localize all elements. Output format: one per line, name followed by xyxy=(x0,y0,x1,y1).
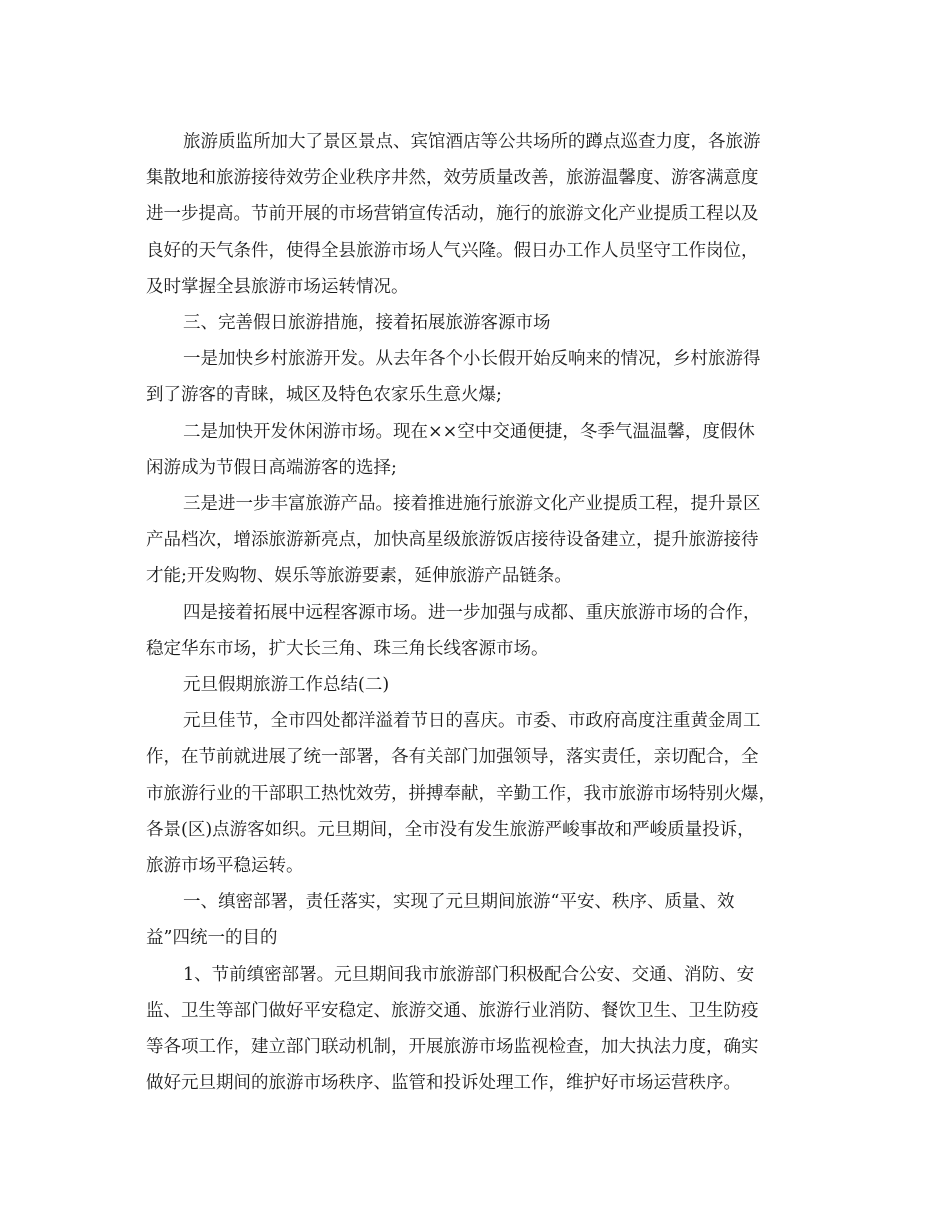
paragraph xyxy=(146,124,810,305)
text-line: 旅游质监所加大了景区景点、宾馆酒店等公共场所的蹲点巡查力度，各旅游 xyxy=(183,132,761,152)
text-line: 各景(区)点游客如织。元旦期间，全市没有发生旅游严峻事故和严峻质量投诉， xyxy=(146,819,755,840)
text-line: 旅游市场平稳运转。 xyxy=(146,856,304,877)
text-line: 做好元旦期间的旅游市场秩序、监管和投诉处理工作，维护好市场运营秩序。 xyxy=(146,1073,741,1094)
paragraph xyxy=(146,414,810,486)
text-line: 四是接着拓展中远程客源市场。进一步加强与成都、重庆旅游市场的合作， xyxy=(183,602,761,623)
text-line: 良好的天气条件，使得全县旅游市场人气兴隆。假日办工作人员坚守工作岗位， xyxy=(146,240,759,261)
paragraph xyxy=(146,595,810,667)
text-line: 闲游成为节假日高端游客的选择; xyxy=(146,457,397,478)
text-line: 元旦佳节，全市四处都洋溢着节日的喜庆。市委、市政府高度注重黄金周工 xyxy=(183,711,761,732)
paragraph xyxy=(146,305,810,341)
text-line: 二是加快开发休闲游市场。现在××空中交通便捷，冬季气温温馨，度假休 xyxy=(183,421,755,442)
text-line: 集散地和旅游接待效劳企业秩序井然，效劳质量改善，旅游温馨度、游客满意度 xyxy=(146,168,759,189)
text-line: 1、节前缜密部署。元旦期间我市旅游部门积极配合公安、交通、消防、安 xyxy=(183,964,755,985)
text-line: 一、缜密部署，责任落实，实现了元旦期间旅游“平安、秩序、质量、效 xyxy=(183,892,735,913)
text-line: 及时掌握全县旅游市场运转情况。 xyxy=(146,276,409,297)
text-line: 监、卫生等部门做好平安稳定、旅游交通、旅游行业消防、餐饮卫生、卫生防疫 xyxy=(146,1000,759,1021)
text-line: 进一步提高。节前开展的市场营销宣传活动，施行的旅游文化产业提质工程以及 xyxy=(146,204,759,225)
text-line: 三、完善假日旅游措施，接着拓展旅游客源市场 xyxy=(183,313,551,334)
paragraph xyxy=(146,667,810,703)
text-line: 一是加快乡村旅游开发。从去年各个小长假开始反响来的情况，乡村旅游得 xyxy=(183,349,761,370)
text-line: 市旅游行业的干部职工热忱效劳，拼搏奉献，辛勤工作，我市旅游市场特别火爆， xyxy=(146,783,776,804)
text-line: 稳定华东市场，扩大长三角、珠三角长线客源市场。 xyxy=(146,638,549,659)
paragraph xyxy=(146,957,810,1102)
paragraph xyxy=(146,884,810,956)
paragraph xyxy=(146,703,810,884)
paragraph xyxy=(146,486,810,595)
text-line: 等各项工作，建立部门联动机制，开展旅游市场监视检查，加大执法力度，确实 xyxy=(146,1037,759,1058)
text-line: 作，在节前就进展了统一部署，各有关部门加强领导，落实责任，亲切配合，全 xyxy=(146,747,759,768)
text-line: 到了游客的青睐，城区及特色农家乐生意火爆; xyxy=(146,385,502,406)
text-line: 元旦假期旅游工作总结(二) xyxy=(183,675,390,696)
paragraph xyxy=(146,341,810,413)
text-line: 三是进一步丰富旅游产品。接着推进施行旅游文化产业提质工程，提升景区 xyxy=(183,494,761,515)
text-line: 才能;开发购物、娱乐等旅游要素，延伸旅游产品链条。 xyxy=(146,566,572,587)
document-body xyxy=(146,124,810,1101)
text-line: 益”四统一的目的 xyxy=(146,928,278,949)
text-line: 产品档次，增添旅游新亮点，加快高星级旅游饭店接待设备建立，提升旅游接待 xyxy=(146,530,759,551)
